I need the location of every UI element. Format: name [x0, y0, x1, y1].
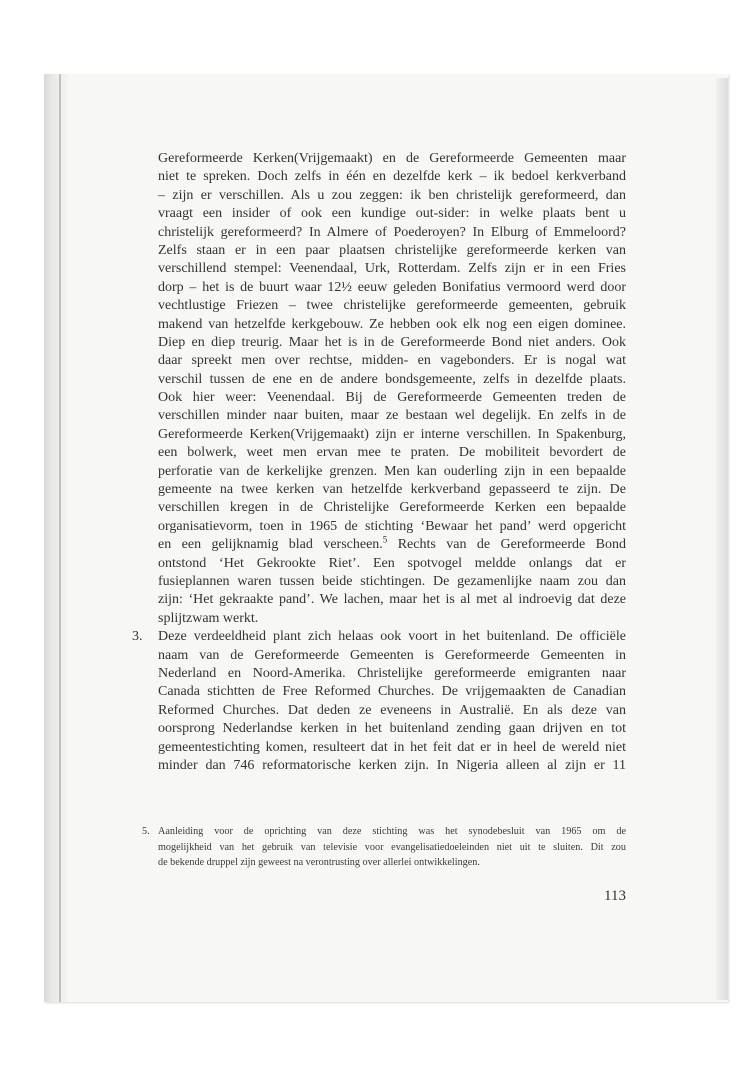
- text-line: minder dan 746 reformatorische kerken zijn. In Nigeria alleen al zijn er 11: [158, 757, 626, 773]
- list-item-3: [132, 628, 626, 646]
- text-line: – zijn er verschillen. Als u zou zeggen: ik ben christelijk gereformeerd, dan: [158, 187, 626, 203]
- text-line: daar spreekt men over rechtse, midden- en vagebonders. Er is nogal wat: [158, 353, 626, 369]
- page-edge: [716, 78, 728, 1000]
- text-line: gemeente na twee kerken van hetzelfde kerkverband gepasseerd te zijn. De: [158, 482, 626, 498]
- footnote-reference: 5: [382, 534, 388, 545]
- text-line: dorp – het is de buurt waar 12½ eeuw geleden Bonifatius vermoord werd door: [158, 279, 626, 295]
- text-line: Canada stichtten de Free Reformed Churches. De vrijgemaakten de Canadian: [158, 684, 626, 700]
- text-line: oorsprong Nederlandse kerken in het buitenland zending gaan drijven en tot: [158, 721, 626, 737]
- text-line: verschillen kregen in de Christelijke Gereformeerde Kerken een bepaalde: [158, 500, 626, 516]
- text-line: vechtlustige Friezen – twee christelijke gereformeerde gemeenten, gebruik: [158, 298, 626, 314]
- text-line: ontstond ‘Het Gekrookte Riet’. Een spotvogel meldde onlangs dat er: [158, 555, 626, 571]
- text-fragment: en een gelijknamig blad verscheen.: [158, 537, 383, 553]
- text-line: splijtzwam werkt.: [158, 610, 259, 626]
- text-line: vraagt een insider of ook een kundige out-sider: in welke plaats bent u: [158, 206, 626, 222]
- text-line: fusieplannen waren tussen beide stichtingen. De gezamenlijke naam zou dan: [158, 573, 626, 589]
- footnote: [142, 824, 626, 871]
- text-line: christelijk gereformeerd? In Almere of Poederoyen? In Elburg of Emmeloord?: [158, 224, 626, 240]
- text-line: Diep en diep treurig. Maar het is in de Gereformeerde Bond niet anders. Ook: [158, 334, 626, 350]
- text-line: Reformed Churches. Dat deden ze eveneens in Australië. En als deze van: [158, 702, 626, 718]
- body-text: [132, 150, 627, 775]
- footnote-line: [142, 824, 626, 840]
- text-line: naam van de Gereformeerde Gemeenten is Gereformeerde Gemeenten in: [158, 647, 626, 663]
- footnote-line: de bekende druppel zijn geweest na verontrusting over allerlei ontwikkelingen.: [158, 857, 480, 869]
- text-fragment: Rechts van de Gereformeerde Bond: [387, 537, 627, 553]
- text-line: Zelfs staan er in een paar plaatsen christelijke gereformeerde kerken van: [158, 242, 626, 258]
- footnote-line: mogelijkheid van het gebruik van televisie voor evangelisatiedoeleinden niet uit te sluiten. Dit zou: [158, 841, 626, 853]
- text-line: Ook hier weer: Veenendaal. Bij de Gereformeerde Gemeenten treden de: [158, 390, 626, 406]
- text-line-with-footnote: [158, 536, 626, 554]
- text-line: Nederland en Noord-Amerika. Christelijke gereformeerde emigranten naar: [158, 665, 626, 681]
- text-line: verschil tussen de ene en de andere bondsgemeente, zelfs in dezelfde plaats.: [158, 371, 626, 387]
- binding-line: [59, 74, 61, 1002]
- page-number: 113: [604, 888, 626, 904]
- binding-shadow: [44, 74, 68, 1002]
- text-line: organisatievorm, toen in 1965 de stichting ‘Bewaar het pand’ werd opgericht: [158, 518, 626, 534]
- text-line: gemeentestichting komen, resulteert dat in het feit dat er in heel de wereld niet: [158, 739, 626, 755]
- text-line: een bolwerk, weet men ervan mee te praten. De mobiliteit bevordert de: [158, 445, 626, 461]
- text-line: makend van hetzelfde kerkgebouw. Ze hebben ook elk nog een eigen dominee.: [158, 316, 626, 332]
- text-line: verschillend stempel: Veenendaal, Urk, Rotterdam. Zelfs zijn er in een Fries: [158, 261, 626, 277]
- text-line: zijn: ‘Het gekraakte pand’. We lachen, maar het is al met al indroevig dat deze: [158, 592, 626, 608]
- text-line: verschillen minder naar buiten, maar ze bestaan wel degelijk. En zelfs in de: [158, 408, 626, 424]
- footnote-number: 5.: [142, 826, 150, 837]
- text-line: perforatie van de kerkelijke grenzen. Men kan ouderling zijn in een bepaalde: [158, 463, 626, 479]
- text-line: Gereformeerde Kerken(Vrijgemaakt) en de Gereformeerde Gemeenten maar: [158, 151, 626, 166]
- text-fragment: Deze verdeeldheid plant zich helaas ook voort in het buitenland. De officiële: [158, 629, 626, 645]
- list-number: 3.: [132, 629, 143, 645]
- text-fragment: Aanleiding voor de oprichting van deze stichting was het synodebesluit van 1965 om de: [158, 826, 626, 837]
- text-line: niet te spreken. Doch zelfs in één en dezelfde kerk – ik bedoel kerkverband: [158, 169, 626, 185]
- text-line: Gereformeerde Kerken(Vrijgemaakt) zijn er interne verschillen. In Spakenburg,: [158, 426, 626, 442]
